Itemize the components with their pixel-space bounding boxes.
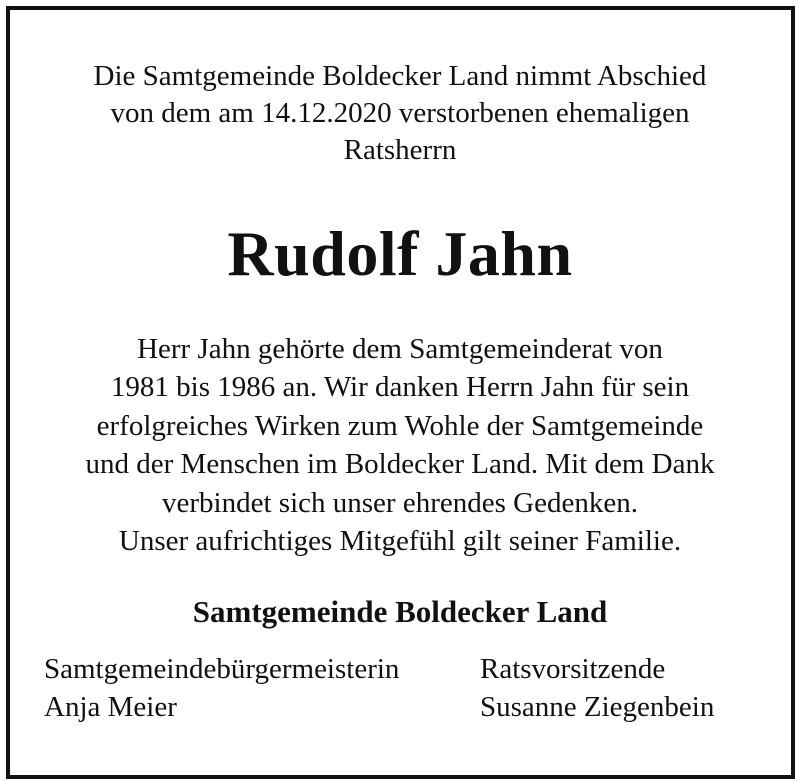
- signatory-role: Samtgemeindebürgermeisterin: [44, 653, 400, 685]
- intro-line: von dem am 14.12.2020 verstorbenen ehemaligen: [110, 97, 690, 129]
- tribute-line: Herr Jahn gehörte dem Samtgemeinderat von: [137, 333, 663, 365]
- tribute-line: Unser aufrichtiges Mitgefühl gilt seiner Familie.: [118, 525, 682, 558]
- tribute-line: und der Menschen im Boldecker Land. Mit dem Dank: [85, 448, 715, 481]
- intro-text: [10, 58, 790, 169]
- tribute-text: [10, 330, 790, 560]
- deceased-name: Rudolf Jahn: [227, 218, 573, 289]
- intro-line: Ratsherrn: [343, 134, 457, 166]
- organization-name: Samtgemeinde Boldecker Land: [192, 594, 608, 629]
- signatory-name: Susanne Ziegenbein: [480, 691, 715, 723]
- tribute-line: 1981 bis 1986 an. Wir danken Herrn Jahn für sein: [110, 371, 690, 404]
- intro-line: Die Samtgemeinde Boldecker Land nimmt Abschied: [93, 60, 707, 92]
- signatory-role: Ratsvorsitzende: [480, 653, 666, 685]
- tribute-line: verbindet sich unser ehrendes Gedenken.: [162, 486, 638, 519]
- signatory-mayor: [44, 650, 399, 726]
- signatory-name: Anja Meier: [44, 691, 177, 723]
- obituary-notice: [10, 10, 790, 772]
- signatory-council-chair: [480, 650, 714, 726]
- tribute-line: erfolgreiches Wirken zum Wohle der Samtgemeinde: [96, 409, 704, 442]
